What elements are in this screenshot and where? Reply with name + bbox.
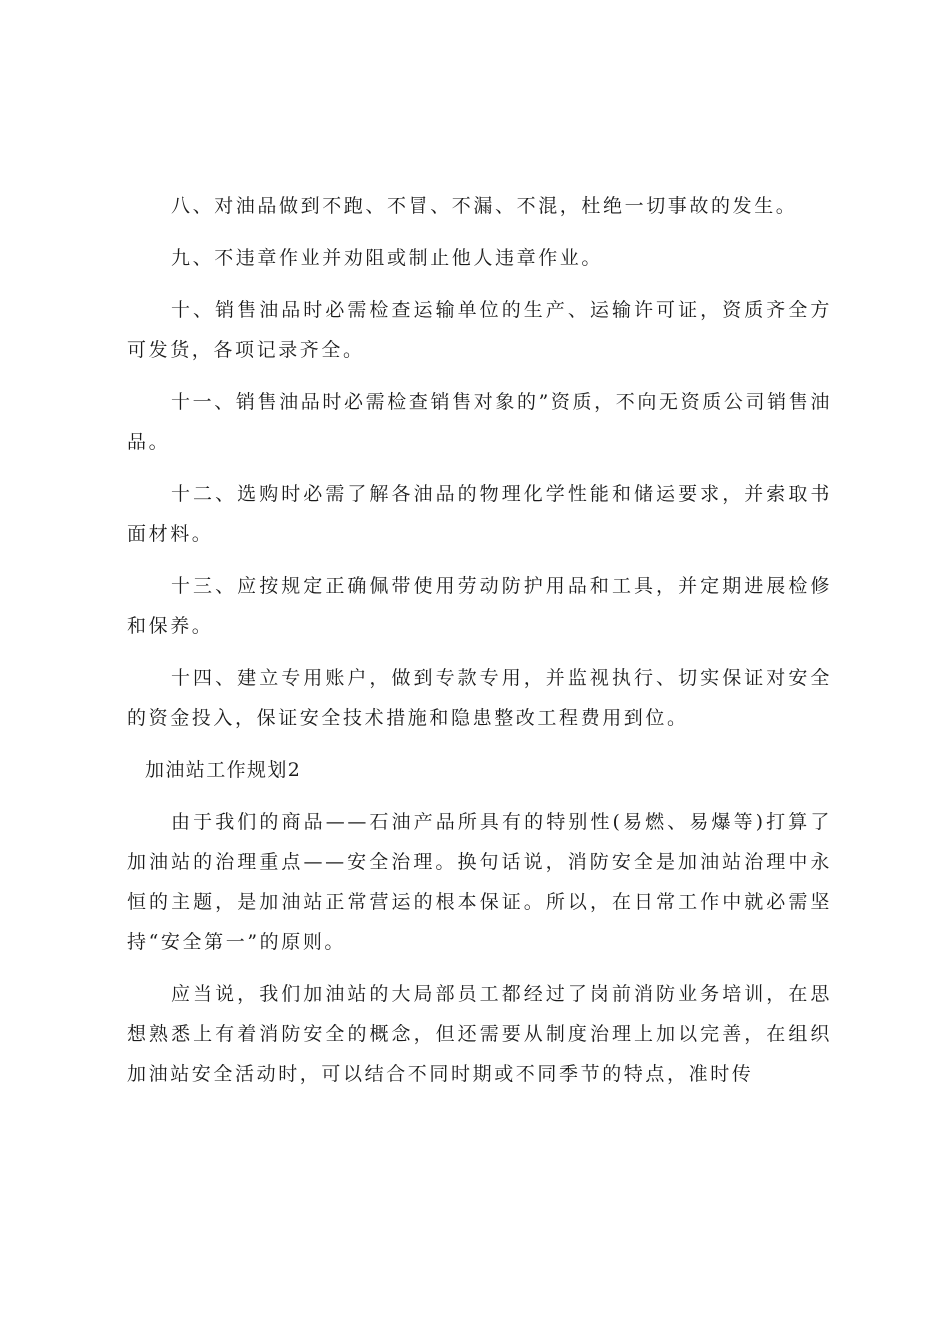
document-body xyxy=(127,186,832,1106)
paragraph-item-11: 十一、销售油品时必需检查销售对象的”资质，不向无资质公司销售油品。 xyxy=(127,391,832,453)
paragraph-item-10: 十、销售油品时必需检查运输单位的生产、运输许可证，资质齐全方可发货，各项记录齐全。 xyxy=(127,299,832,361)
paragraph-item-12: 十二、选购时必需了解各油品的物理化学性能和储运要求，并索取书面材料。 xyxy=(127,483,832,545)
section-paragraph-2: 应当说，我们加油站的大局部员工都经过了岗前消防业务培训，在思想熟悉上有着消防安全的概念，但还需要从制度治理上加以完善，在组织加油站安全活动时，可以结合不同时期或不同季节的特点，准时传 xyxy=(127,983,832,1085)
paragraph-item-13: 十三、应按规定正确佩带使用劳动防护用品和工具，并定期进展检修和保养。 xyxy=(127,575,832,637)
section-paragraph-1: 由于我们的商品——石油产品所具有的特别性(易燃、易爆等)打算了加油站的治理重点——安全治理。换句话说，消防安全是加油站治理中永恒的主题，是加油站正常营运的根本保证。所以，在日常工作中就必需坚持“安全第一”的原则。 xyxy=(127,811,832,953)
paragraph-item-14: 十四、建立专用账户，做到专款专用，并监视执行、切实保证对安全的资金投入，保证安全技术措施和隐患整改工程费用到位。 xyxy=(127,667,832,729)
section-heading: 加油站工作规划2 xyxy=(145,759,302,781)
paragraph-item-9: 九、不违章作业并劝阻或制止他人违章作业。 xyxy=(171,247,604,269)
paragraph-item-8: 八、对油品做到不跑、不冒、不漏、不混，杜绝一切事故的发生。 xyxy=(171,195,798,217)
